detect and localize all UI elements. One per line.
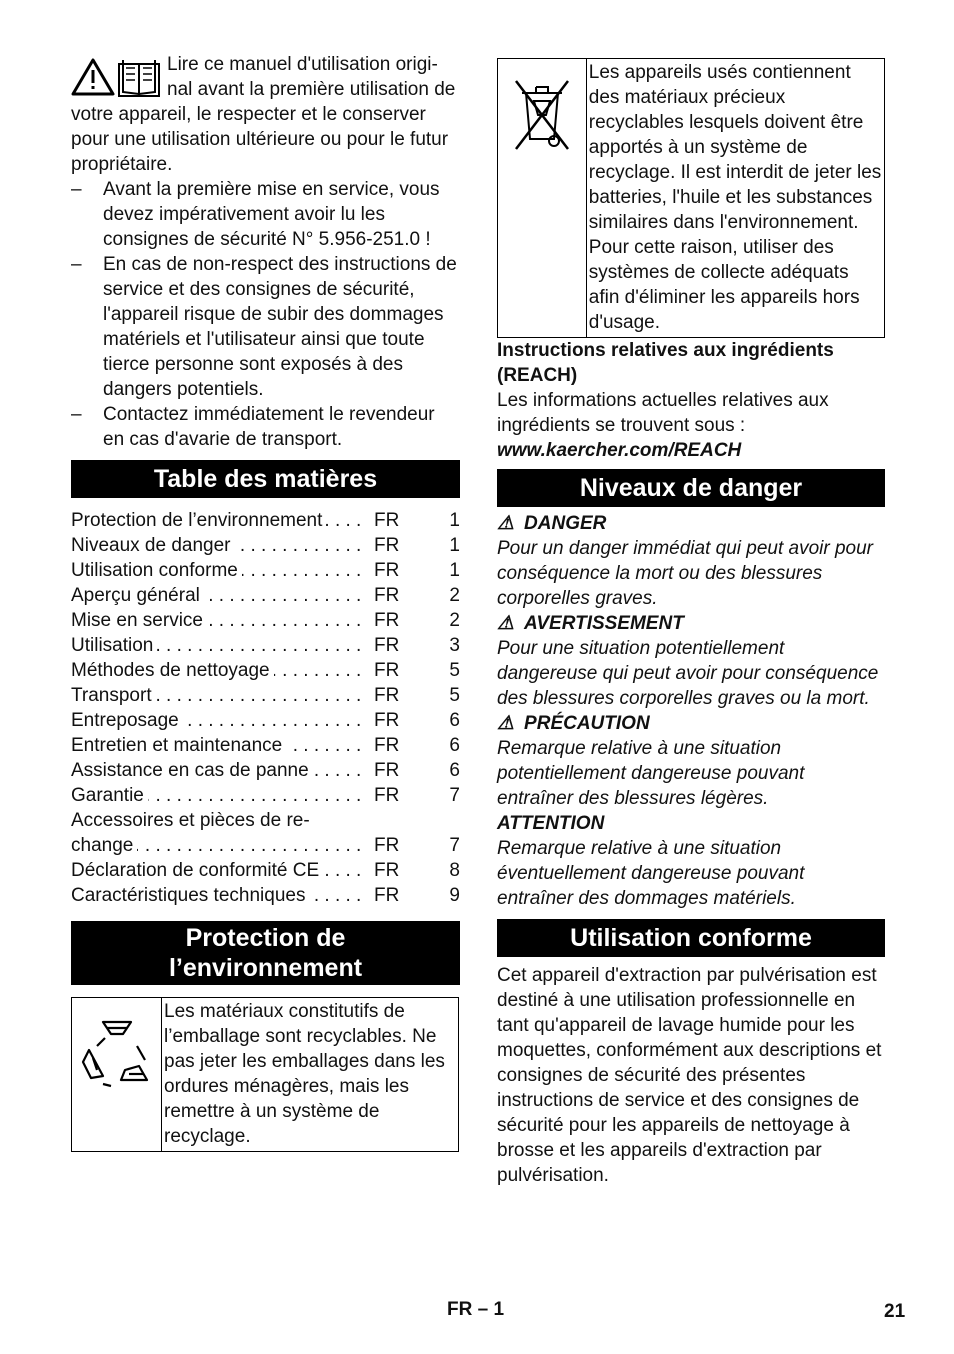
intro [71, 52, 460, 177]
list-item: – Avant la première mise en service, vous devez impérativement avoir lu les consignes de sécurité N° 5.956-251.0 ! [71, 177, 460, 252]
env-title: Protection de l’environnement [71, 921, 460, 985]
list-item: – Contactez immédiatement le revendeur en cas d'avarie de transport. [71, 402, 460, 452]
toc-entry[interactable]: Assistance en cas de panne . . . FR 6 [71, 758, 460, 783]
toc-entry[interactable]: Utilisation . . . FR 3 [71, 633, 460, 658]
warning-manual-icons [71, 56, 163, 100]
toc-entry[interactable]: Entretien et maintenance . . . FR 6 [71, 733, 460, 758]
reach-heading: Instructions relatives aux ingrédients (REACH) [497, 340, 834, 386]
left-column [71, 52, 460, 1152]
danger-levels-title: Niveaux de danger [497, 469, 885, 507]
page-number: 21 [884, 1301, 906, 1322]
table-of-contents [71, 508, 460, 908]
footer-section: FR – 1 [447, 1299, 505, 1320]
weee-box [497, 58, 885, 338]
reach-link[interactable]: www.kaercher.com/REACH [497, 440, 742, 461]
intro-text: Lire ce manuel d'utilisation origi-nal avant la première utilisation de votre appareil, le respecter et le conserver pour une utilisation ultérieure ou pour le futur propriétaire. [71, 54, 456, 175]
toc-entry[interactable]: Transport . . . FR 5 [71, 683, 460, 708]
caution-label: ⚠ PRÉCAUTION [497, 713, 650, 734]
toc-entry[interactable]: Accessoires et pièces de re- change . . . FR 7 [71, 808, 460, 858]
warning-triangle-icon [73, 60, 113, 94]
toc-entry[interactable]: Aperçu général . . . FR 2 [71, 583, 460, 608]
danger-text: Pour un danger immédiat qui peut avoir pour conséquence la mort ou des blessures corporelles graves. [497, 538, 874, 609]
recycle-icon [72, 998, 162, 1151]
reach-text: Les informations actuelles relatives aux ingrédients se trouvent sous : [497, 390, 829, 436]
toc-entry[interactable]: Caractéristiques techniques . . . FR 9 [71, 883, 460, 908]
env-text: Les matériaux constitutifs de l’emballage sont recyclables. Ne pas jeter les emballages dans les ordures ménagères, mais les remettre à un système de recyclage. [164, 1001, 445, 1147]
toc-entry[interactable]: Protection de l’environnement . . . FR 1 [71, 508, 460, 533]
caution-text: Remarque relative à une situation potentiellement dangereuse pouvant entraîner des blessures légères. [497, 738, 805, 809]
toc-entry[interactable]: Niveaux de danger . . . FR 1 [71, 533, 460, 558]
toc-entry[interactable]: Entreposage . . . FR 6 [71, 708, 460, 733]
toc-entry[interactable]: Utilisation conforme . . . FR 1 [71, 558, 460, 583]
list-item: – En cas de non-respect des instructions de service et des consignes de sécurité, l'appareil risque de subir des dommages matériels et l'utilisateur ainsi que toute tierce personne sont exposés à des dangers potentiels. [71, 252, 460, 402]
safety-list [71, 177, 460, 452]
danger-levels [497, 511, 885, 911]
attention-text: Remarque relative à une situation éventuellement dangereuse pouvant entraîner des dommages matériels. [497, 838, 805, 909]
weee-text: Les appareils usés contiennent des matériaux précieux recyclables lesquels doivent être apportés à un système de recyclage. Il est interdit de jeter les batteries, l'huile et les substances similaires dans l'environnement. Pour cette raison, utiliser des systèmes de collecte adéquats afin d'éliminer les appareils hors d'usage. [588, 62, 882, 333]
warning-triangle-icon: ⚠ [497, 713, 515, 734]
env-box [71, 997, 459, 1152]
crossed-bin-icon [498, 59, 587, 337]
attention-label: ATTENTION [497, 813, 605, 834]
manual-book-icon [119, 60, 159, 96]
warning-triangle-icon: ⚠ [497, 613, 515, 634]
toc-entry[interactable]: Déclaration de conformité CE . . . FR 8 [71, 858, 460, 883]
warning-label: ⚠ AVERTISSEMENT [497, 613, 684, 634]
toc-entry[interactable]: Garantie . . . FR 7 [71, 783, 460, 808]
right-column [497, 58, 885, 1188]
toc-title: Table des matières [71, 460, 460, 498]
danger-label: ⚠ DANGER [497, 513, 607, 534]
warning-triangle-icon: ⚠ [497, 513, 515, 534]
warning-text: Pour une situation potentiellement dangereuse qui peut avoir pour conséquence des blessures corporelles graves ou la mort. [497, 638, 879, 709]
toc-entry[interactable]: Mise en service . . . FR 2 [71, 608, 460, 633]
usage-title: Utilisation conforme [497, 919, 885, 957]
toc-entry[interactable]: Méthodes de nettoyage . . . FR 5 [71, 658, 460, 683]
usage-text: Cet appareil d'extraction par pulvérisation est destiné à une utilisation professionnelle en tant qu'appareil de lavage humide pour les moquettes, conformément aux descriptions et consignes de sécurité des présentes instructions de service et des consignes de sécurité pour les appareils de nettoyage à brosse et les appareils d'extraction par pulvérisation. [497, 965, 882, 1186]
